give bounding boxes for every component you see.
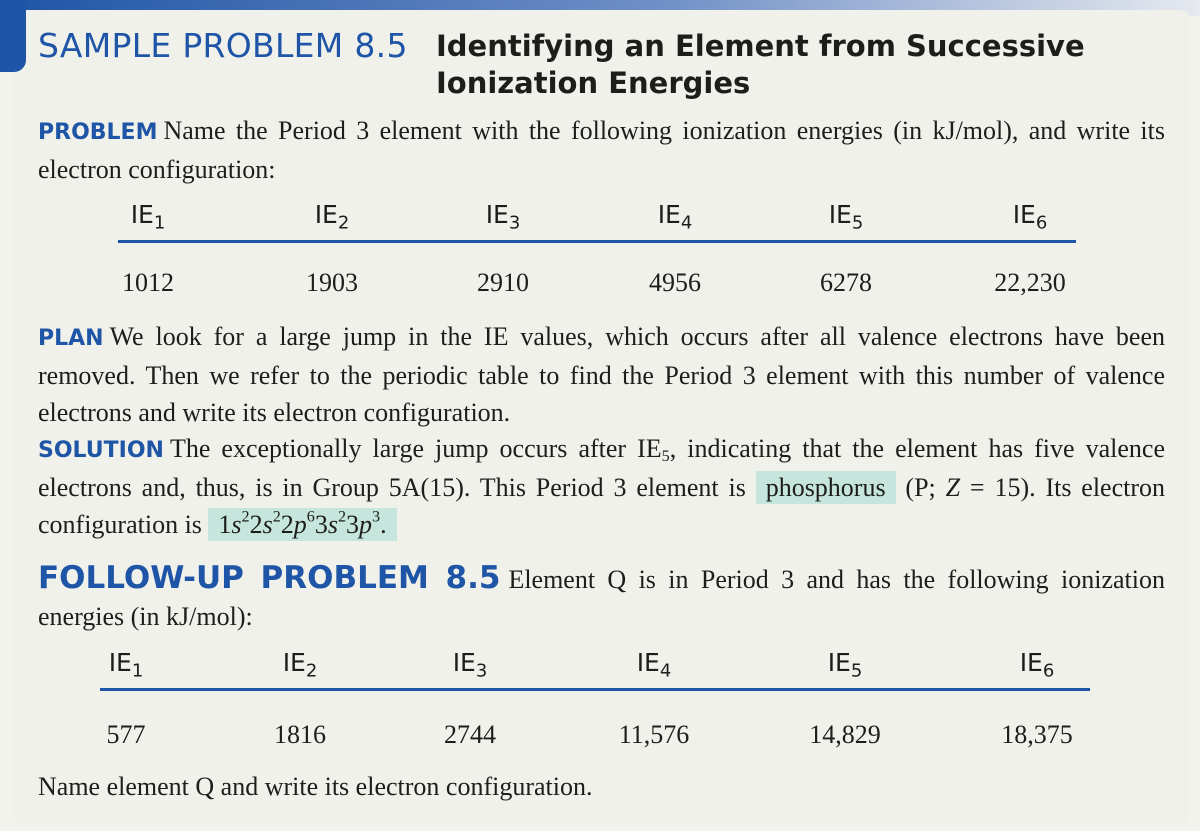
config-shell-4: 3	[314, 510, 328, 539]
ie-value-1: 577	[106, 720, 146, 749]
ie-header-subscript: 1	[153, 212, 166, 234]
ie-header-1	[88, 200, 208, 234]
ionization-table-2	[0, 648, 1200, 748]
config-orbital-1: s	[231, 510, 242, 539]
ie-header-subscript: 1	[131, 660, 144, 682]
ie-header-base: IE	[282, 648, 306, 677]
sample-problem-heading	[38, 24, 1188, 104]
ie-header-base: IE	[636, 648, 660, 677]
ie-value-4: 4956	[649, 268, 701, 297]
ie-header-base: IE	[130, 200, 154, 229]
ie-header-6	[970, 200, 1090, 234]
followup-text: Element Q is in Period 3 and has the following ionization energies (in kJ/mol):	[38, 565, 1165, 631]
ionization-table-1	[0, 200, 1200, 300]
ie-header-1	[66, 648, 186, 682]
config-shell-2: 2	[249, 510, 263, 539]
ie-header-subscript: 3	[508, 212, 521, 234]
ie-header-subscript: 4	[680, 212, 693, 234]
ie-header-subscript: 4	[659, 660, 672, 682]
plan-paragraph	[38, 318, 1165, 431]
header-tab-accent	[0, 0, 26, 72]
ie-header-base: IE	[828, 200, 852, 229]
ie-header-subscript: 6	[1042, 660, 1055, 682]
solution-text-c: (P;	[895, 473, 946, 502]
ie-value-5: 14,829	[809, 720, 881, 749]
ie-value-6: 22,230	[994, 268, 1066, 297]
ie-header-base: IE	[827, 648, 851, 677]
ie-header-base: IE	[1019, 648, 1043, 677]
ie-header-subscript: 3	[475, 660, 488, 682]
ie-value-3: 2744	[444, 720, 496, 749]
ie-header-base: IE	[1012, 200, 1036, 229]
config-electrons-2: 2	[272, 508, 281, 526]
ie-header-2	[240, 648, 360, 682]
table-rule	[118, 240, 1076, 243]
ie-value-3: 2910	[477, 268, 529, 297]
ie-header-6	[977, 648, 1097, 682]
config-electrons-1: 2	[241, 508, 250, 526]
config-end: .	[380, 510, 387, 539]
config-electrons-3: 6	[306, 508, 315, 526]
ie-header-subscript: 5	[851, 212, 864, 234]
ie-value-2: 1903	[306, 268, 358, 297]
solution-text-d: = 15). Its electron configuration is	[38, 473, 1166, 539]
followup-question: Name element Q and write its electron configuration.	[38, 772, 593, 801]
ie-header-base: IE	[314, 200, 338, 229]
z-symbol: Z	[945, 473, 961, 502]
solution-ie-subscript: 5	[661, 448, 670, 466]
config-shell-3: 2	[280, 510, 294, 539]
table-rule	[100, 688, 1090, 691]
ie-header-base: IE	[657, 200, 681, 229]
ie-value-4: 11,576	[618, 720, 690, 749]
solution-paragraph	[38, 430, 1165, 543]
ie-header-base: IE	[485, 200, 509, 229]
config-orbital-2: s	[262, 510, 273, 539]
config-shell-1: 1	[218, 510, 232, 539]
followup-keyword: FOLLOW-UP PROBLEM 8.5	[38, 560, 501, 596]
config-shell-5: 3	[346, 510, 360, 539]
config-orbital-3: p	[293, 510, 307, 539]
plan-text: We look for a large jump in the IE values, which occurs after all valence electrons have been removed. Then we refer to the periodic table to find the Period 3 element with this number of valence electrons and write its electron configuration.	[38, 322, 1165, 427]
config-electrons-5: 3	[372, 508, 381, 526]
ie-header-5	[786, 200, 906, 234]
ie-header-2	[272, 200, 392, 234]
ie-header-base: IE	[452, 648, 476, 677]
config-orbital-4: s	[327, 510, 338, 539]
ie-header-subscript: 2	[305, 660, 318, 682]
sample-problem-title: Identifying an Element from Successive Ionization Energies	[436, 29, 1085, 100]
config-orbital-5: p	[359, 510, 373, 539]
ie-value-1: 1012	[122, 268, 174, 297]
config-electrons-4: 2	[337, 508, 347, 526]
ie-header-subscript: 5	[850, 660, 863, 682]
ie-header-4	[615, 200, 735, 234]
ie-header-3	[410, 648, 530, 682]
ie-value-6: 18,375	[1001, 720, 1073, 749]
plan-keyword: PLAN	[38, 326, 104, 351]
ie-header-3	[443, 200, 563, 234]
ie-header-base: IE	[108, 648, 132, 677]
problem-text: Name the Period 3 element with the following ionization energies (in kJ/mol), and write its electron configuration:	[38, 116, 1165, 184]
ie-header-5	[785, 648, 905, 682]
solution-text-a: The exceptionally large jump occurs after IE	[169, 434, 662, 463]
solution-keyword: SOLUTION	[38, 438, 164, 463]
sample-problem-label: SAMPLE PROBLEM 8.5	[38, 26, 408, 65]
ie-value-5: 6278	[820, 268, 872, 297]
problem-keyword: PROBLEM	[38, 120, 158, 145]
ie-header-subscript: 2	[337, 212, 350, 234]
ie-header-4	[594, 648, 714, 682]
electron-configuration-highlight	[208, 508, 396, 541]
solution-text-b: , indicating that the element has five valence electrons and, thus, is in Group 5A(15). This Period 3 element is	[38, 434, 1166, 502]
followup-paragraph	[38, 560, 1165, 635]
ie-value-2: 1816	[274, 720, 326, 749]
ie-header-subscript: 6	[1035, 212, 1048, 234]
problem-paragraph	[38, 112, 1165, 188]
answer-phosphorus-highlight: phosphorus	[756, 471, 896, 504]
